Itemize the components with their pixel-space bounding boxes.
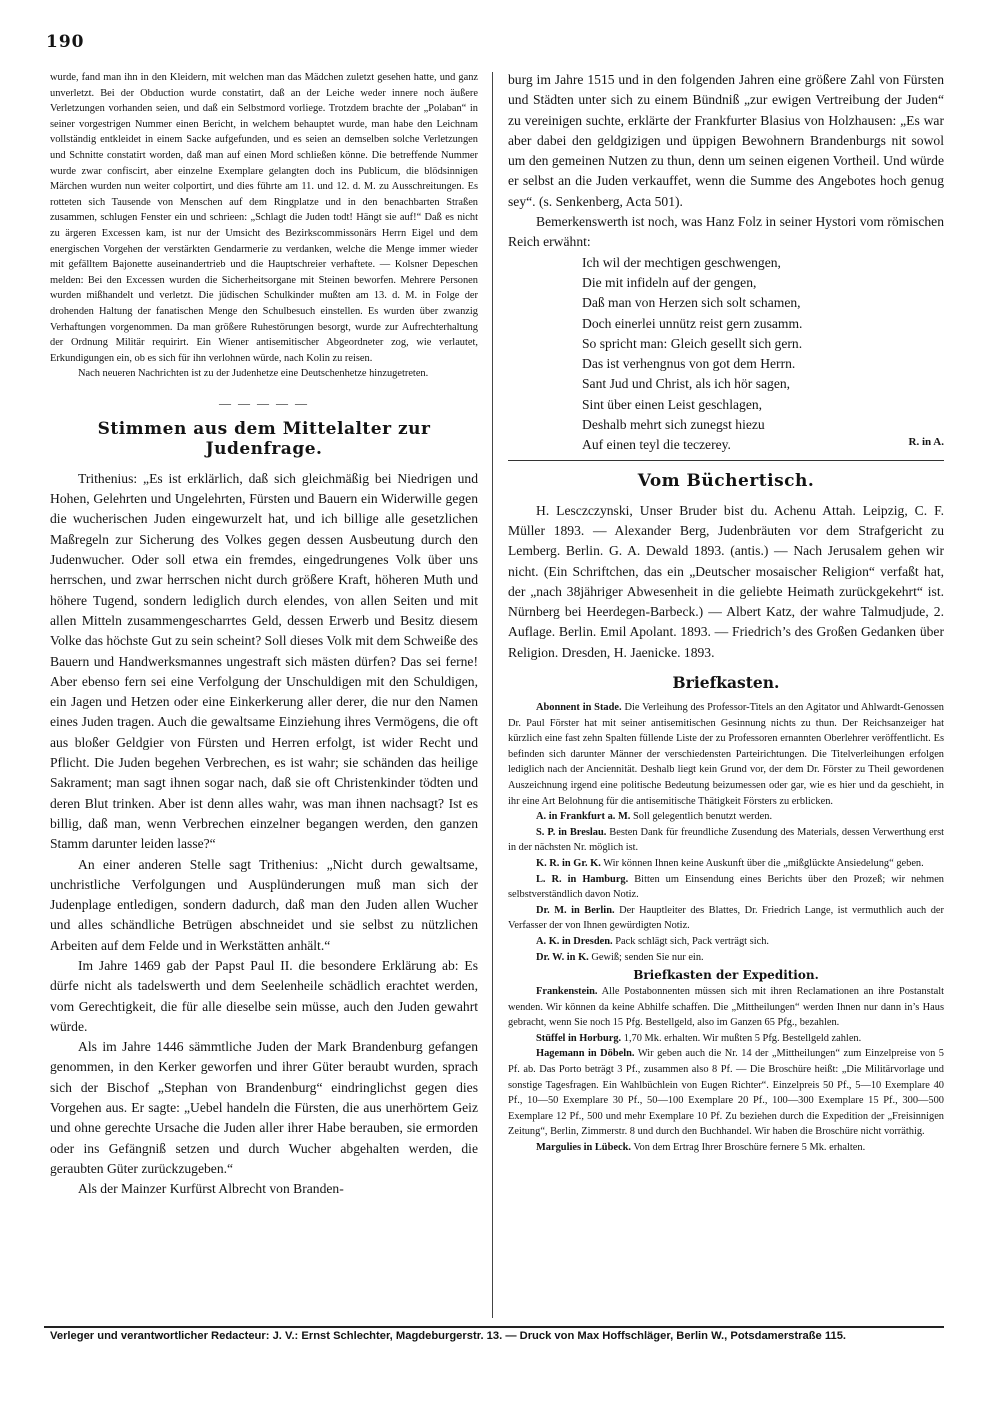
mailbox-reply bbox=[508, 700, 944, 809]
mailbox-reply bbox=[508, 903, 944, 934]
paragraph-brandenburg: Als im Jahre 1446 sämmtliche Juden der Mark Brandenburg gefangen genommen, in den Kerker geworfen und ihrer Güter beraubt wurden, sprach sich der Bischof „Stephan von Brandenburg“ eindringlichst gegen dies Vorgehen aus. Er sagte: „Uebel handeln die Fürsten, die aus unerhörtem Geiz und ohne gerechte Ursache die Juden aller ihrer Habe berauben, sie ermorden oder ins Gefängniß setzen und durch Wucher abgehalten werden, die geraubten Güter zurückzugeben.“ bbox=[50, 1039, 478, 1176]
paragraph-folz: Bemerkenswerth ist noch, was Hanz Folz in seiner Hystori vom römischen Reich erwähnt: bbox=[508, 214, 944, 250]
reply-text: 1,70 Mk. erhalten. Wir mußten 5 Pfg. Bestellgeld zahlen. bbox=[623, 1032, 862, 1044]
poem-line: So spricht man: Gleich gesellt sich gern. bbox=[582, 335, 803, 351]
poem-line: Doch einerlei unnütz reist gern zusamm. bbox=[582, 315, 803, 331]
imprint-footer: Verleger und verantwortlicher Redacteur: J. V.: Ernst Schlechter, Magdeburgerstr. 13. — Druck von Max Hoffschläger, Berlin W., Potsdamerstraße 115. bbox=[50, 1330, 847, 1342]
mailbox-reply bbox=[508, 872, 944, 903]
section-separator: — — — — — bbox=[219, 395, 309, 410]
reply-text: Der Hauptleiter des Blattes, Dr. Friedrich Lange, ist vermuthlich auch der Verfasser der von Ihnen gewürdigten Notiz. bbox=[508, 904, 944, 932]
paragraph-trithenius-1: Trithenius: „Es ist erklärlich, daß sich gleichmäßig bei Niedrigen und Hohen, Gelehrten und Ungelehrten, Fürsten und Bauern ein Widerwille gegen die wucherischen Juden eingewurzelt hat, und ich billige alle gesetzlichen Maßregeln zur Sicherung des Volkes gegen dessen Ausbeutung durch den Judenwucher. Oder soll etwa ein fremdes, eingedrungenes Volk über uns herrschen, und zwar herrschen nicht durch größere Kraft, höheren Muth und höhere Tugend, sondern lediglich durch elendes, von allen Seiten und mit allen Mitteln zusammengescharrtes Geld, dessen Erwerb und Besitz diesem Volke das höchste Gut zu sein scheint? Soll dieses Volk mit dem Schweiße des Bauern und Handwerksmannes ungestraft sich mästen dürfen? Das sei ferne! Aber ebenso fern sei eine Verfolgung der Unschuldigen mit den Schuldigen, ein Jagen und Hetzen oder eine Einkerkerung aller derer, die nur den Namen eines Juden tragen. Auch die gewaltsame Einziehung ihres Vermögens, die oft aus bloßer Geldgier von Fürsten und Herren erfolgt, ist wider Recht und Pflicht. Die Juden begehen Verbrechen, es ist wahr; sie schänden das heilige Sakrament; man sagt ihnen sogar nach, daß sie oft Christenkinder tödten und deren Blut trinken. Aber ist denn alles wahr, was man ihnen nachsagt? Ist es billig, daß man, wenn Verbrechen einzelner begangen werden, den ganzen Stamm darunter leiden lasse?“ bbox=[50, 470, 478, 852]
reply-text: Alle Postabonnenten müssen sich mit ihren Reclamationen an ihre Postanstalt wenden. Wir können da keine Abhilfe schaffen. Die „Mittheilungen“ werden Ihnen nur dann in’s Haus gebracht, wenn Sie noch 15 Pfg. Bestellgeld, also im Ganzen 65 Pfg., bezahlen. bbox=[508, 986, 944, 1029]
poem-line: Die mit infideln auf der gengen, bbox=[582, 274, 757, 290]
reply-text: Die Verleihung des Professor-Titels an den Agitator und Ahlwardt-Genossen Dr. Paul Förster hat mit seiner antisemitischen Gesinnung nichts zu thun. Der Reichsanzeiger hat kürzlich eine fast zehn Spalten füllende Liste der zu Professoren ernannten Oberlehrer veröffentlicht. Es befinden sich darunter Männer der verschiedensten Parteirichtungen. Die Titelverleihungen erfolgen lediglich nach der Anciennität. Deshalb liegt kein Grund vor, der dem Dr. Förster zu Theil gewordenen Auszeichnung irgend eine politische Bedeutung beizumessen oder gar, wie es hier und da geschieht, in ihr eine Art Belohnung für die antisemitische Thätigkeit Försters zu erblicken. bbox=[508, 702, 944, 807]
reply-recipient: Dr. W. in K. bbox=[536, 951, 589, 963]
reply-recipient: Margulies in Lübeck. bbox=[536, 1142, 631, 1154]
reply-recipient: Dr. M. in Berlin. bbox=[536, 904, 615, 916]
reply-text: Soll gelegentlich benutzt werden. bbox=[633, 811, 773, 823]
paragraph-mainz: Als der Mainzer Kurfürst Albrecht von Branden- bbox=[78, 1181, 344, 1197]
poem-line: Ich wil der mechtigen geschwengen, bbox=[582, 254, 781, 270]
poem-line: Sant Jud und Christ, als ich hör sagen, bbox=[582, 376, 791, 392]
footer-rule bbox=[44, 1326, 944, 1328]
mailbox-reply bbox=[508, 809, 944, 825]
section-heading-mailbox: Briefkasten. bbox=[672, 673, 780, 693]
poem bbox=[582, 253, 944, 456]
poem-line: Deshalb mehrt sich zunegst hiezu bbox=[582, 417, 765, 433]
reply-text: Bitten um Einsendung eines Berichts über den Prozeß; wir nehmen selbstverständlich davon Notiz. bbox=[508, 873, 944, 901]
article-continuation: wurde, fand man ihn in den Kleidern, mit welchen man das Mädchen zuletzt gesehen hatte, und ganz unverletzt. Bei der Obduction wurde constatirt, daß an der Leiche weder innere noch äußere Verletzungen vorhanden seien, und daß ein Selbstmord vorliege. Trotzdem brachte der „Polaban“ in seiner vorgestrigen Nummer einen Bericht, in welchem behauptet wurde, man habe den Leichnam vollständig entkleidet in einem Sacke aufgefunden, und es seien an demselben solche Verletzungen und Schnitte constatirt worden, daß man auf einen Mord schließen könne. Die betreffende Nummer wurde zwar confiscirt, aber einzelne Exemplare gelangten doch ins Publicum, die blödsinnigen Märchen wurden nun weiter colportirt, und dies führte am 11. und 12. d. M. zu Ausschreitungen. Es rotteten sich Tausende von Menschen auf dem Ringplatze und in den benachbarten Straßen zusammen, schlugen Fenster ein und schrieen: „Schlagt die Juden todt! Hängt sie auf!“ Daß es nicht zu ärgeren Excessen kam, ist nur der Umsicht des Bezirkscommissonärs Herrn Eigel und dem energischen Vorgehen der verstärkten Gendarmerie zu verdanken, welche die Menge immer wieder mit gefälltem Bajonette auseinandertrieb und die Hauptschreier verhaftete. — Kolsner Depeschen melden: Bei den Excessen wurden die Sicherheitsorgane mit Steinen beworfen. Mehrere Personen wurden mißhandelt und verletzt. Die jüdischen Schulkinder mußten am 13. d. M. in Folge der drohenden Haltung der fanatischen Menge den Schulbesuch einstellen. Es wurden über zwanzig Verhaftungen vorgenommen. Da man größere Ruhestörungen besorgt, wurde zur Aufrechterhaltung der Ordnung Militär requirirt. Ein Wiener antisemitischer Abgeordneter zog, wie verlautet, Erkundigungen ein, ob es sich für ihn verlohnen würde, nach Kolin zu reisen. bbox=[50, 72, 478, 364]
paragraph-continuation: burg im Jahre 1515 und in den folgenden Jahren eine größere Zahl von Fürsten und Städten unter sich zu einem Bündniß „zur ewigen Vertreibung der Juden“ zu vereinigen suchte, erklärte der Frankfurter Blasius von Holzhausen: „Es war aber dabei den geldgizigen und üppigen Bewohnern Brandenburgs nit sowol um den gemeinen Nutzen zu thun, denn um seinen eigenen Vortheil. Und würde er selbst an die Juden verkauffet, wenn die Summe des Angebotes hoch genug sey“. (s. Senkenberg, Acta 501). bbox=[508, 72, 944, 209]
mailbox-reply bbox=[508, 950, 944, 966]
expedition-reply bbox=[508, 1046, 944, 1140]
mailbox-reply bbox=[508, 934, 944, 950]
reply-recipient: L. R. in Hamburg. bbox=[536, 873, 629, 885]
reply-recipient: A. in Frankfurt a. M. bbox=[536, 811, 631, 823]
poem-line: Sint über einen Leist geschlagen, bbox=[582, 396, 763, 412]
column-divider bbox=[492, 72, 493, 1318]
left-column bbox=[50, 70, 478, 1320]
mailbox-reply bbox=[508, 825, 944, 856]
paragraph-papst-paul: Im Jahre 1469 gab der Papst Paul II. die besondere Erklärung ab: Es dürfe nicht als tadelswerth und dem Seelenheile schädlich erachtet werden, vom Gerechtigkeit, die für alle dieselbe sein müsse, auch den Juden gewahrt würde. bbox=[50, 958, 478, 1034]
reply-text: Von dem Ertrag Ihrer Broschüre fernere 5 Mk. erhalten. bbox=[633, 1142, 866, 1154]
poem-line: Das ist verhengnus von got dem Herrn. bbox=[582, 356, 796, 372]
page-number: 190 bbox=[46, 32, 85, 52]
book-list: H. Lesczczynski, Unser Bruder bist du. Achenu Attah. Leipzig, C. F. Müller 1893. — Alexander Berg, Judenbräuten vor dem Strafgericht zu Lemberg. Berlin. G. A. Dewald 1893. (antis.) — Nach Jerusalem gehen wir nicht. (Ein Schriftchen, das ein „Deutscher mosaischer Religion“ verfaßt hat, der „nach 38jähriger Abwesenheit in die geliebte Heimath zurückgekehrt“ ist. Nürnberg bei Heerdegen-Barbeck.) — Albert Katz, der wahre Talmudjude, 2. Auflage. Berlin. Emil Apolant. 1893. — Friedrich’s des Großen Gedanken über Religion. Dresden, H. Jaenicke. 1893. bbox=[508, 502, 944, 660]
poem-signature: R. in A. bbox=[908, 435, 944, 448]
section-heading-middle-ages: Stimmen aus dem Mittelalter zur Judenfrage. bbox=[97, 418, 431, 459]
reply-recipient: K. R. in Gr. K. bbox=[536, 857, 601, 869]
section-heading-expedition: Briefkasten der Expedition. bbox=[633, 968, 819, 983]
reply-recipient: Hagemann in Döbeln. bbox=[536, 1048, 635, 1060]
paragraph-trithenius-2: An einer anderen Stelle sagt Trithenius: „Nicht durch gewaltsame, unchristliche Verfolgungen und Ausplünderungen muß man sich der Judenplage entledigen, sondern dadurch, daß man den Juden allen Wucher und alles schändliche Betrügen abschneidet und sie selbst zu nützlichen Arbeiten auf dem Felde und in Werkstätten anhält.“ bbox=[50, 856, 478, 953]
reply-text: Wir geben auch die Nr. 14 der „Mittheilungen“ zum Einzelpreise von 5 Pf. ab. Das Porto beträgt 3 Pf., zusammen also 8 Pf. — Die Broschüre heißt: „Die Militärvorlage und sonstige Tagesfragen. Ein Wahlbüchlein von Eugen Richter“. Einzelpreis 50 Pf., 5—10 Exemplare 40 Pf., 10—50 Exemplare 30 Pf., 50—100 Exemplare 20 Pf., 100—300 Exemplare 15 Pf., 300—500 Exemplare 12 Pf., 500 und mehr Exemplare 10 Pf. Zu beziehen durch die Expedition der „Freisinnigen Zeitung“, Berlin, Zimmerstr. 8 und durch den Buchhandel. Wir haben die Broschüre nicht vorräthig. bbox=[508, 1048, 944, 1138]
late-news-note: Nach neueren Nachrichten ist zu der Judenhetze eine Deutschenhetze hinzugetreten. bbox=[78, 368, 429, 380]
mailbox-reply bbox=[508, 856, 944, 872]
reply-text: Pack schlägt sich, Pack verträgt sich. bbox=[615, 935, 769, 947]
expedition-reply bbox=[508, 1031, 944, 1047]
expedition-reply bbox=[508, 984, 944, 1031]
expedition-reply bbox=[508, 1140, 944, 1156]
reply-text: Gewiß; senden Sie nur ein. bbox=[591, 951, 704, 963]
reply-text: Besten Dank für freundliche Zusendung des Materials, dessen Verwerthung erst in der nächsten Nr. möglich ist. bbox=[508, 826, 944, 854]
reply-recipient: Frankenstein. bbox=[536, 986, 598, 998]
poem-line: Daß man von Herzen sich solt schamen, bbox=[582, 295, 801, 311]
reply-recipient: Abonnent in Stade. bbox=[536, 702, 622, 714]
section-heading-books: Vom Büchertisch. bbox=[508, 460, 944, 491]
reply-text: Wir können Ihnen keine Auskunft über die „mißglückte Ansiedelung“ geben. bbox=[603, 857, 924, 869]
reply-recipient: Stüffel in Horburg. bbox=[536, 1032, 622, 1044]
poem-line: Auf einen teyl die teczerey. bbox=[582, 437, 731, 453]
reply-recipient: S. P. in Breslau. bbox=[536, 826, 607, 838]
right-column bbox=[508, 70, 944, 1320]
reply-recipient: A. K. in Dresden. bbox=[536, 935, 613, 947]
